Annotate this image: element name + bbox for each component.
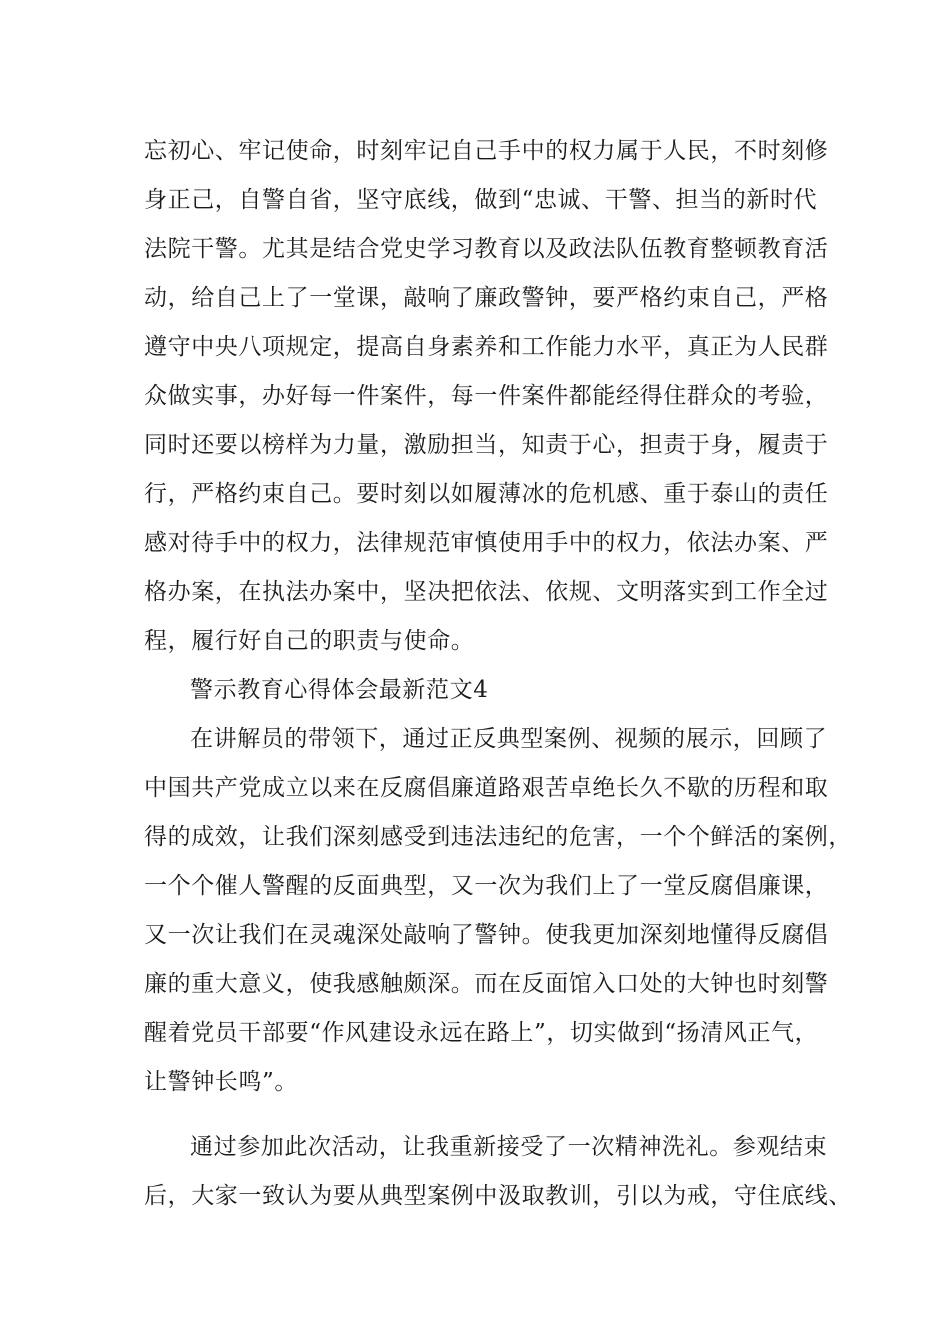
paragraph-line: 廉的重大意义，使我感触颇深。而在反面馆入口处的大钟也时刻警 <box>144 971 829 997</box>
paragraph-line: 醒着党员干部要“作风建设永远在路上”，切实做到“扬清风正气， <box>144 1020 819 1046</box>
section-heading: 警示教育心得体会最新范文4 <box>190 677 489 703</box>
paragraph-line: 在讲解员的带领下，通过正反典型案例、视频的展示，回顾了 <box>190 726 828 752</box>
paragraph-line: 中国共产党成立以来在反腐倡廉道路艰苦卓绝长久不歇的历程和取 <box>144 775 829 801</box>
paragraph-line: 格办案，在执法办案中，坚决把依法、依规、文明落实到工作全过 <box>144 579 829 605</box>
paragraph-line: 又一次让我们在灵魂深处敲响了警钟。使我更加深刻地懂得反腐倡 <box>144 922 829 948</box>
paragraph-line: 忘初心、牢记使命，时刻牢记自己手中的权力属于人民，不时刻修 <box>144 138 829 164</box>
paragraph-line: 程，履行好自己的职责与使命。 <box>144 628 475 654</box>
paragraph-line: 感对待手中的权力，法律规范审慎使用手中的权力，依法办案、严 <box>144 530 829 556</box>
paragraph-line: 得的成效，让我们深刻感受到违法违纪的危害，一个个鲜活的案例， <box>144 824 852 850</box>
paragraph-line: 遵守中央八项规定，提高自身素养和工作能力水平，真正为人民群 <box>144 334 829 360</box>
paragraph-line: 行，严格约束自己。要时刻以如履薄冰的危机感、重于泰山的责任 <box>144 481 829 507</box>
paragraph-line: 通过参加此次活动，让我重新接受了一次精神洗礼。参观结束 <box>190 1134 828 1160</box>
paragraph-line: 同时还要以榜样为力量，激励担当，知责于心，担责于身，履责于 <box>144 432 829 458</box>
paragraph-line: 法院干警。尤其是结合党史学习教育以及政法队伍教育整顿教育活 <box>144 236 829 262</box>
paragraph-line: 让警钟长鸣”。 <box>144 1069 298 1095</box>
paragraph-line: 身正己，自警自省，坚守底线，做到“忠诚、干警、担当的新时代 <box>144 187 818 213</box>
paragraph-line: 后，大家一致认为要从典型案例中汲取教训，引以为戒，守住底线、 <box>144 1183 852 1209</box>
paragraph-line: 动，给自己上了一堂课，敲响了廉政警钟，要严格约束自己，严格 <box>144 285 829 311</box>
paragraph-line: 一个个催人警醒的反面典型，又一次为我们上了一堂反腐倡廉课， <box>144 873 829 899</box>
paragraph-line: 众做实事，办好每一件案件，每一件案件都能经得住群众的考验， <box>144 383 829 409</box>
